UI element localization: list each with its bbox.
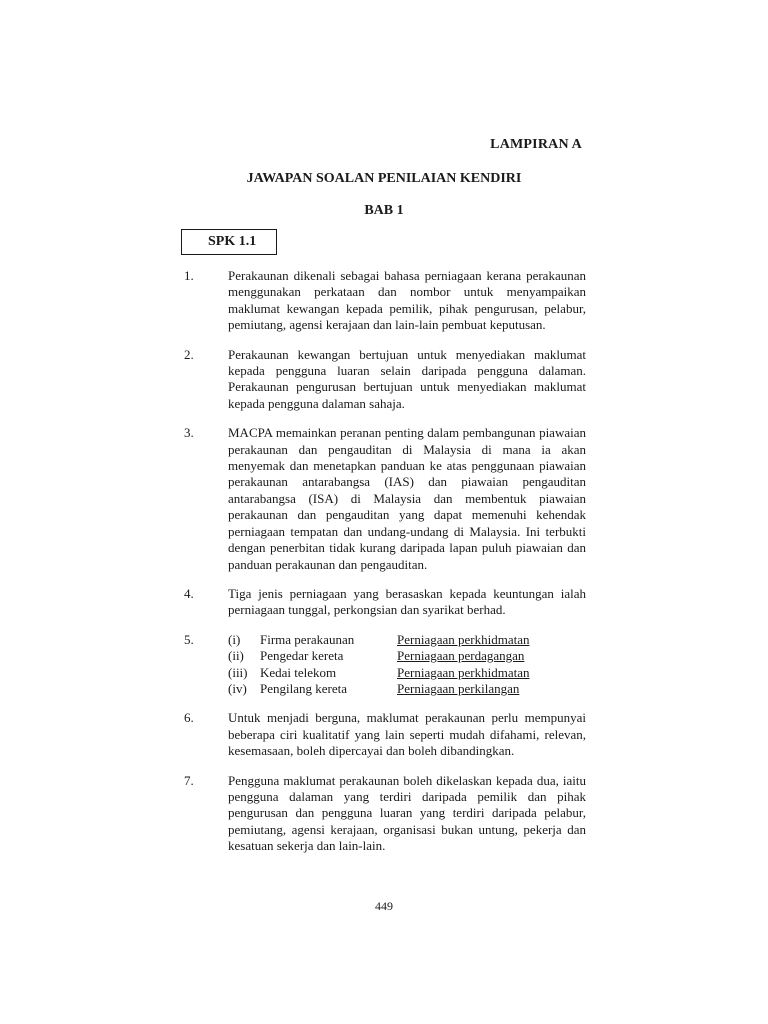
answer-number: 1. [184,268,194,283]
answer-item-4 [184,586,586,619]
answer-item-3 [184,425,586,573]
row-numeral: (iv) [228,680,247,696]
answer-number: 4. [184,585,194,601]
business-name: Pengedar kereta [260,648,344,664]
business-type-table [228,632,529,698]
business-name: Firma perakaunan [260,631,355,647]
document-title: JAWAPAN SOALAN PENILAIAN KENDIRI [246,171,522,186]
row-numeral: (i) [228,631,241,647]
answer-number: 6. [184,710,194,726]
business-name: Pengilang kereta [260,680,347,696]
answer-text: Pengguna maklumat perakaunan boleh dikelaskan kepada dua, iaitu pengguna dalaman yang terdiri daripada pemilik dan pihak pengurusan dan pengguna luaran yang terdiri daripada pelabur, pemiutang, agensi kerajaan, organisasi bukan untung, pekerja dan kesatuan sekerja dan lain-lain. [228,772,586,854]
table-row [228,665,529,681]
row-numeral: (iii) [228,664,248,680]
business-name: Kedai telekom [260,664,337,680]
answer-item-2 [184,347,586,413]
answer-number: 7. [184,772,194,788]
business-type: Perniagaan perkhidmatan [397,664,530,680]
business-type: Perniagaan perdagangan [397,648,525,664]
answer-text: Perakaunan dikenali sebagai bahasa perniagaan kerana perakaunan menggunakan perkataan dan nombor untuk menyampaikan maklumat kewangan kepada pemilik, pihak pengurusan, pelabur, pemiutang, agensi kerajaan dan lain-lain pembuat keputusan. [228,268,586,333]
chapter-heading: BAB 1 [364,203,404,218]
page-number: 449 [375,899,393,913]
answer-list [184,268,586,868]
answer-number: 5. [184,631,194,647]
appendix-label: LAMPIRAN A [490,137,582,152]
answer-item-7 [184,773,586,855]
answer-item-6 [184,710,586,759]
table-row [228,648,529,664]
table-row [228,632,529,648]
answer-number: 3. [184,425,194,441]
answer-text: Untuk menjadi berguna, maklumat perakaunan perlu mempunyai beberapa ciri kualitatif yang lain seperti mudah difahami, relevan, kesemasaan, boleh dipercayai dan boleh dibandingkan. [228,710,586,759]
business-type: Perniagaan perkilangan [397,680,520,696]
answer-number: 2. [184,346,194,362]
answer-item-5 [184,632,586,698]
row-numeral: (ii) [228,648,244,664]
section-label: SPK 1.1 [208,234,257,249]
answer-text: Perakaunan kewangan bertujuan untuk menyediakan maklumat kepada pengguna luaran selain daripada pengguna dalaman. Perakaunan pengurusan bertujuan untuk menyediakan maklumat kepada pengguna dalaman sahaja. [228,346,586,411]
section-label-box [181,229,277,255]
answer-item-1 [184,268,586,334]
answer-text: Tiga jenis perniagaan yang berasaskan kepada keuntungan ialah perniagaan tunggal, perkongsian dan syarikat berhad. [228,585,586,618]
table-row [228,681,529,697]
business-type: Perniagaan perkhidmatan [397,631,530,647]
answer-text: MACPA memainkan peranan penting dalam pembangunan piawaian perakaunan dan pengauditan di Malaysia di mana ia akan menyemak dan menetapkan panduan ke atas penggunaan piawaian perakaunan antarabangsa (IAS) dan piawaian pengauditan antarabangsa (ISA) di Malaysia dan membentuk piawaian perakaunan dan pengauditan yang dapat memenuhi kehendak perniagaan tempatan dan undang-undang di Malaysia. Ini terbukti dengan penerbitan tidak kurang daripada lapan puluh piawaian dan panduan perakaunan dan pengauditan. [228,425,586,572]
